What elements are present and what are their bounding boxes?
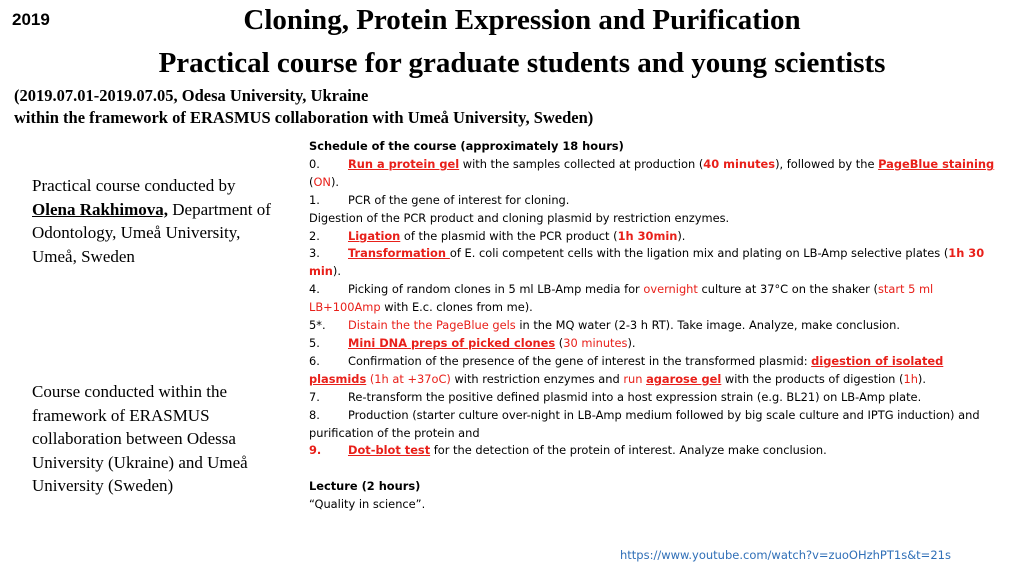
item-text: (	[309, 174, 314, 189]
item-duration: 30 minutes	[563, 335, 628, 350]
item-highlight: PageBlue staining	[878, 156, 995, 171]
item-number: 5*.	[309, 318, 326, 333]
item-highlight: overnight	[643, 282, 698, 297]
item-text: with the products of digestion (	[721, 371, 904, 386]
item-text: ).	[917, 371, 926, 386]
item-text: ).	[330, 174, 340, 189]
item-text: PCR of the gene of interest for cloning.	[348, 192, 570, 207]
item-highlight: Run a protein gel	[348, 156, 460, 171]
item-duration: 40 minutes	[703, 156, 776, 171]
item-text: ), followed by the	[775, 156, 879, 171]
lecture-text: “Quality in science”.	[309, 497, 426, 512]
item-number: 1.	[309, 192, 320, 207]
item-text: ).	[332, 264, 341, 279]
year-label: 2019	[12, 10, 50, 29]
schedule-item-0	[309, 156, 999, 192]
item-highlight: run	[623, 371, 647, 386]
item-text: with the samples collected at production (	[459, 156, 704, 171]
item-highlight: agarose gel	[646, 371, 722, 386]
item-number: 8.	[309, 407, 320, 422]
item-text: culture at 37°C on the shaker (	[697, 282, 878, 297]
item-duration: (1h at +37oC)	[366, 371, 451, 386]
item-highlight: start 5 ml LB+100Amp	[309, 282, 934, 315]
schedule-item-4	[309, 281, 999, 317]
item-duration: 1h 30min	[617, 228, 678, 243]
lecture-heading: Lecture (2 hours)	[309, 479, 421, 494]
item-text: Re-transform the positive defined plasmid into a host expression strain (e.g. BL21) on LB-Amp plate.	[348, 389, 922, 404]
item-text: ).	[677, 228, 686, 243]
item-text: Picking of random clones in 5 ml LB-Amp media for	[348, 282, 644, 297]
subtitle-line-1: (2019.07.01-2019.07.05, Odesa University, Ukraine	[14, 86, 369, 105]
item-text: of the plasmid with the PCR product (	[400, 228, 618, 243]
item-highlight: Mini DNA preps of picked clones	[348, 335, 556, 350]
item-highlight: Ligation	[348, 228, 401, 243]
item-text: ).	[627, 335, 636, 350]
conductor-name: Olena Rakhimova,	[32, 199, 169, 219]
item-number: 2.	[309, 228, 320, 243]
schedule-item-8	[309, 407, 999, 443]
item-highlight: digestion of isolated plasmids	[309, 353, 944, 386]
item-highlight: Dot-blot test	[348, 443, 431, 458]
item-number: 6.	[309, 353, 320, 368]
schedule-heading: Schedule of the course (approximately 18 hours)	[309, 139, 624, 153]
item-number: 4.	[309, 282, 320, 297]
conductor-affiliation: Department of Odontology, Umeå University, Umeå, Sweden	[32, 199, 271, 266]
schedule-item-1b: Digestion of the PCR product and cloning plasmid by restriction enzymes.	[309, 210, 730, 225]
schedule-item-3	[309, 245, 999, 281]
schedule-item-7	[309, 389, 999, 407]
schedule-item-5	[309, 335, 999, 353]
item-number: 9.	[309, 443, 322, 458]
item-text: Production (starter culture over-night in LB-Amp medium followed by big scale culture and IPTG induction) and purification of the protein and	[309, 407, 980, 440]
item-duration: ON	[313, 174, 331, 189]
schedule-item-6	[309, 353, 999, 389]
item-highlight: Transformation	[348, 246, 450, 261]
schedule-item-5-star	[309, 317, 999, 335]
conductor-intro: Practical course conducted by	[32, 176, 236, 195]
schedule-item-1	[309, 192, 999, 210]
item-highlight: Distain the the PageBlue gels	[348, 318, 516, 333]
item-text: with restriction enzymes and	[450, 371, 624, 386]
item-number: 7.	[309, 389, 320, 404]
schedule	[309, 138, 999, 514]
youtube-link[interactable]: https://www.youtube.com/watch?v=zuoOHzhPT1s&t=21s	[620, 548, 951, 562]
item-text: Confirmation of the presence of the gene of interest in the transformed plasmid:	[348, 353, 812, 368]
item-number: 5.	[309, 335, 320, 350]
collaboration-block: Course conducted within the framework of ERASMUS collaboration between Odessa University (Ukraine) and Umeå University (Sweden)	[32, 382, 248, 495]
item-number: 3.	[309, 246, 320, 261]
item-text: for the detection of the protein of interest. Analyze make conclusion.	[430, 443, 827, 458]
schedule-item-2	[309, 228, 999, 246]
subtitle-line-2: within the framework of ERASMUS collaboration with Umeå University, Sweden)	[14, 108, 594, 127]
item-number: 0.	[309, 156, 320, 171]
item-text: of E. coli competent cells with the ligation mix and plating on LB-Amp selective plates (	[449, 246, 949, 261]
item-text: (	[555, 335, 564, 350]
item-duration: 1h	[903, 371, 918, 386]
title-line-2: Practical course for graduate students and young scientists	[158, 47, 886, 79]
title-line-1: Cloning, Protein Expression and Purification	[243, 4, 801, 36]
item-text: in the MQ water (2-3 h RT). Take image. Analyze, make conclusion.	[515, 318, 900, 333]
course-conductor-block	[32, 174, 277, 268]
schedule-item-9	[309, 442, 999, 460]
item-duration: 1h 30 min	[309, 246, 985, 279]
item-text: with E.c. clones from me).	[380, 300, 533, 315]
